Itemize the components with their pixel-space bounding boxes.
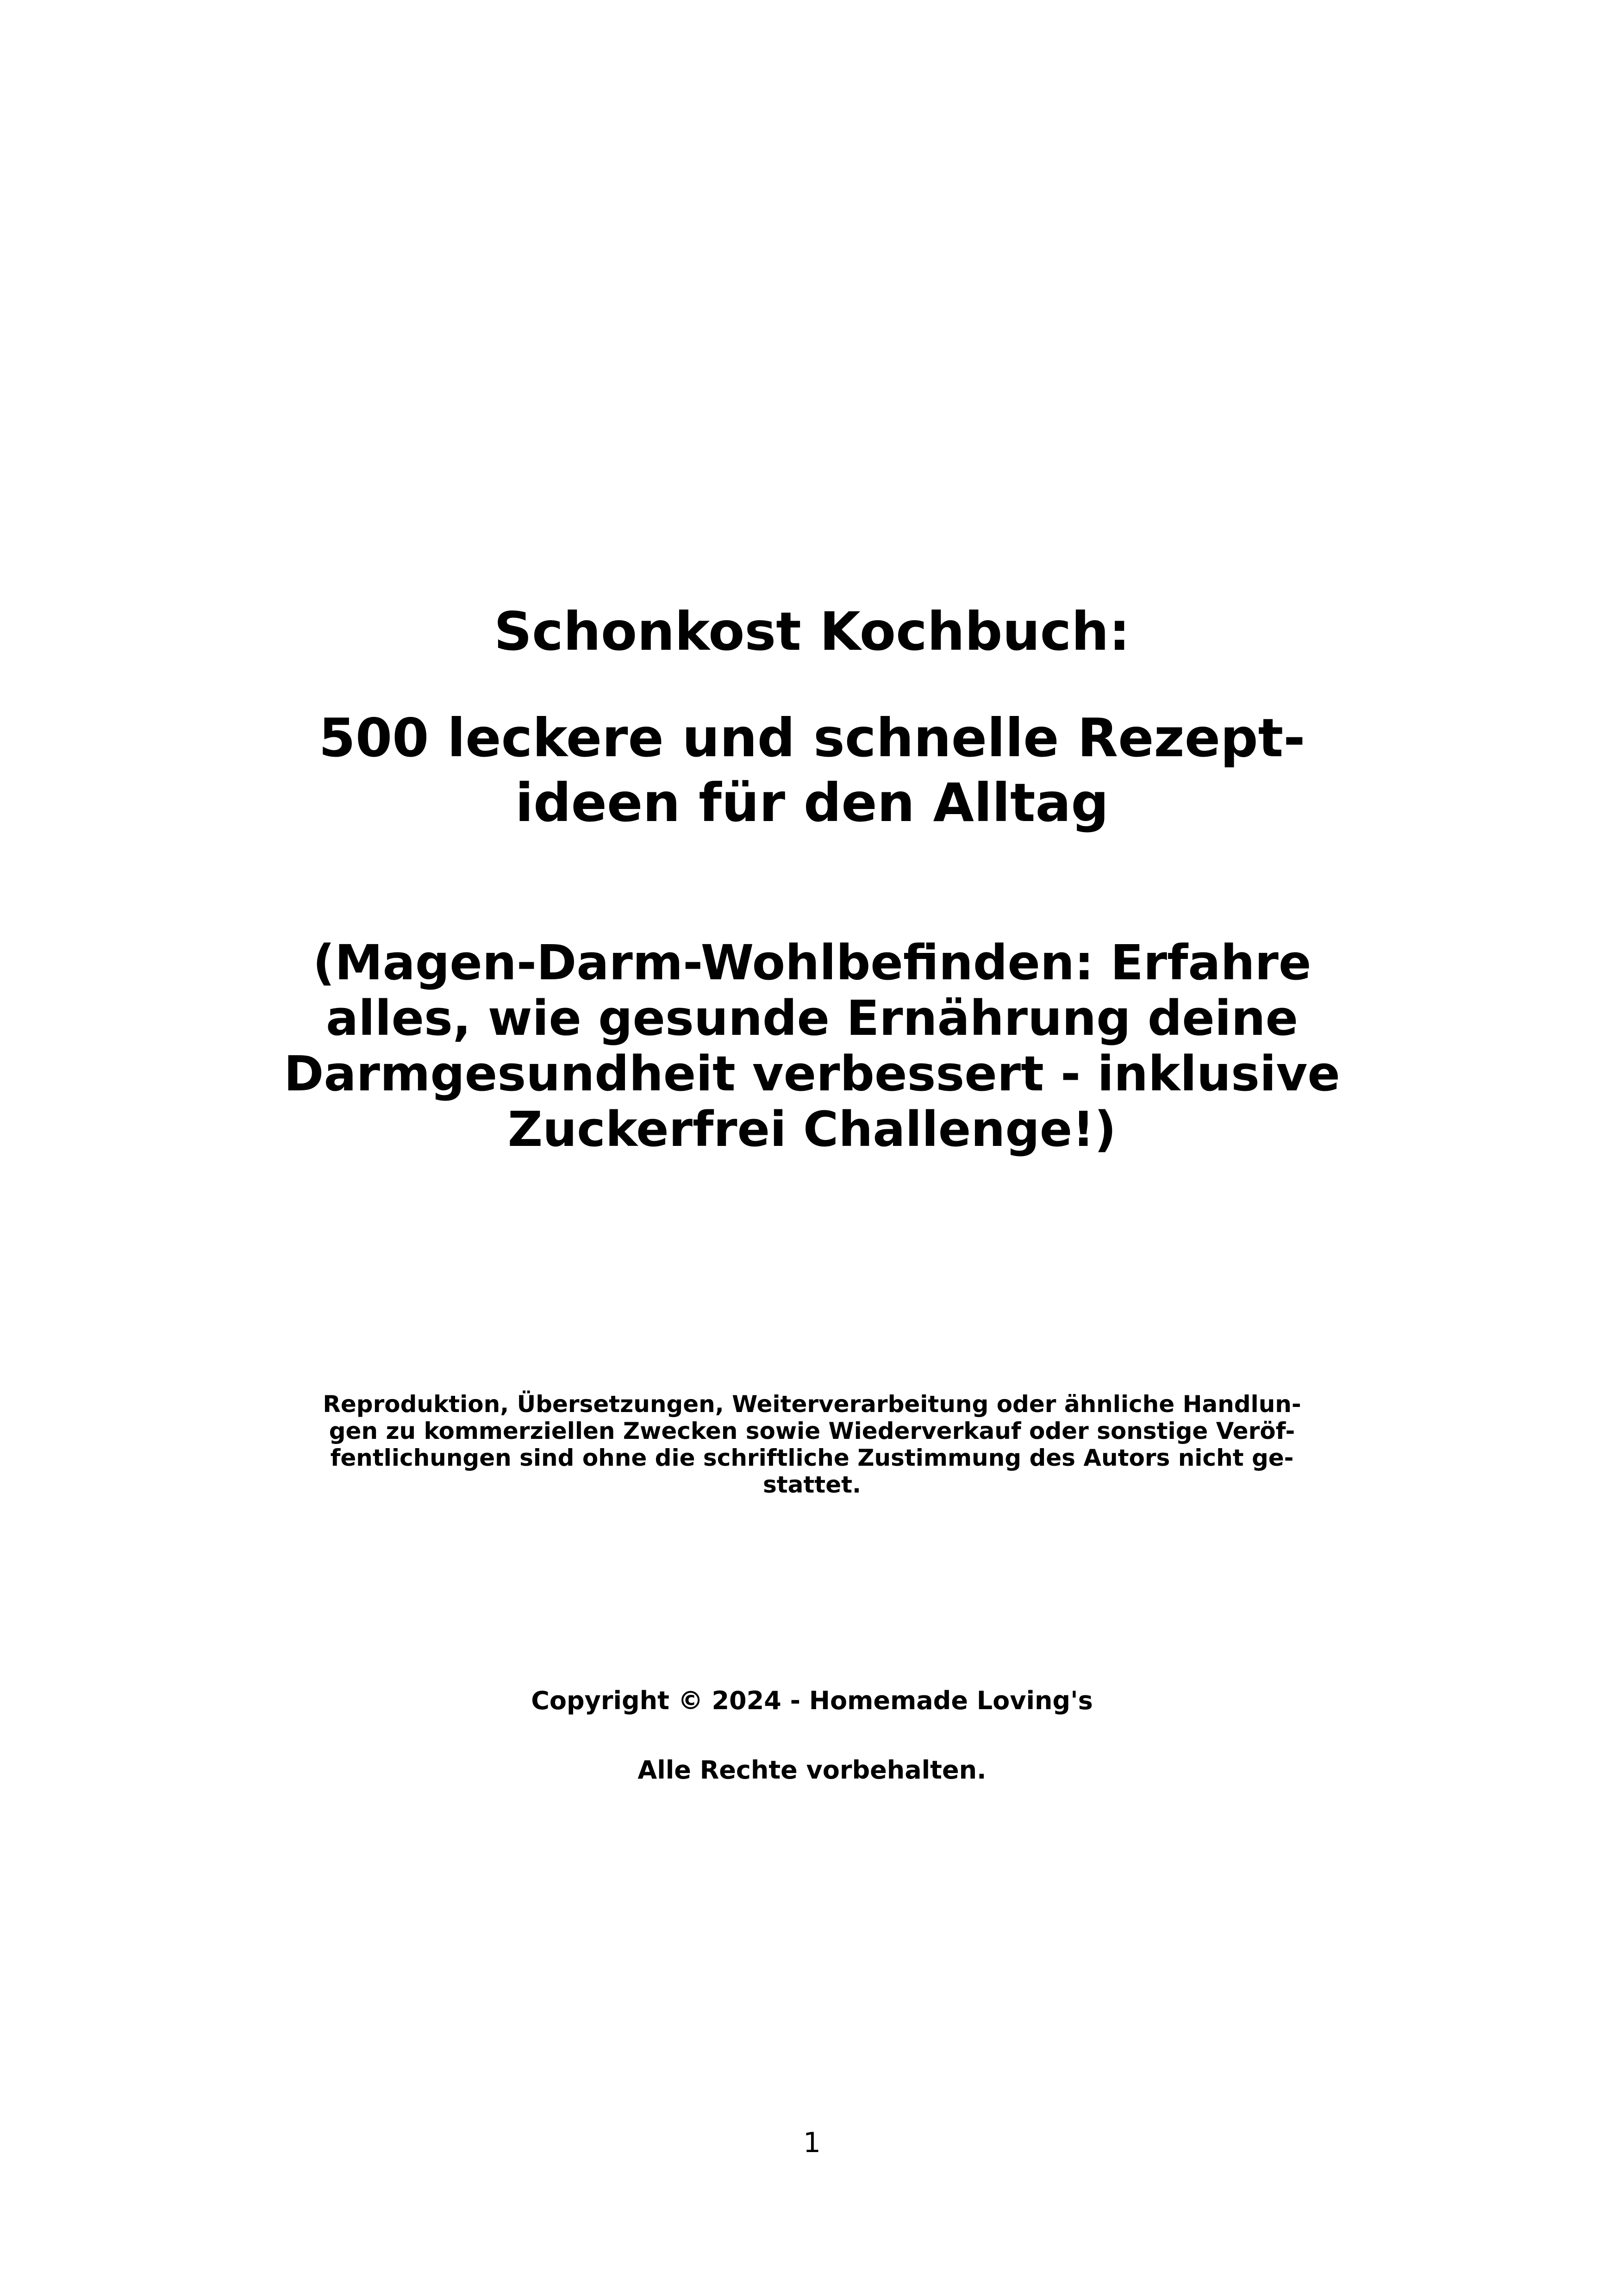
rights-text: Alle Rechte vorbehalten.: [637, 1755, 987, 1785]
notice-line-2: gen zu kommerziellen Zwecken sowie Wiederverkauf oder sonstige Veröf-: [329, 1418, 1295, 1444]
parenthetical-line-3: Darmgesundheit verbessert - inklusive: [284, 1045, 1340, 1102]
book-subtitle-line-1: 500 leckere und schnelle Rezept-: [319, 707, 1305, 769]
copyright-text: Copyright © 2024 - Homemade Loving's: [531, 1686, 1093, 1715]
book-title-line: Schonkost Kochbuch:: [494, 601, 1130, 662]
book-parenthetical-subtitle: [0, 935, 1624, 1157]
book-title: [0, 597, 1624, 666]
copyright-line: [0, 1685, 1624, 1717]
parenthetical-line-4: Zuckerfrei Challenge!): [507, 1101, 1117, 1157]
page-number: 1: [803, 2127, 821, 2159]
rights-reserved: [0, 1754, 1624, 1786]
book-subtitle: [0, 706, 1624, 835]
parenthetical-line-1: (Magen-Darm-Wohlbefinden: Erfahre: [312, 934, 1312, 991]
parenthetical-line-2: alles, wie gesunde Ernährung deine: [325, 990, 1299, 1046]
notice-line-1: Reproduktion, Übersetzungen, Weiterverarbeitung oder ähnliche Handlun-: [323, 1391, 1301, 1418]
notice-line-3: fentlichungen sind ohne die schriftliche Zustimmung des Autors nicht ge-: [330, 1444, 1294, 1471]
notice-line-4: stattet.: [762, 1471, 861, 1498]
book-subtitle-line-2: ideen für den Alltag: [515, 772, 1109, 834]
reproduction-notice: [0, 1391, 1624, 1498]
